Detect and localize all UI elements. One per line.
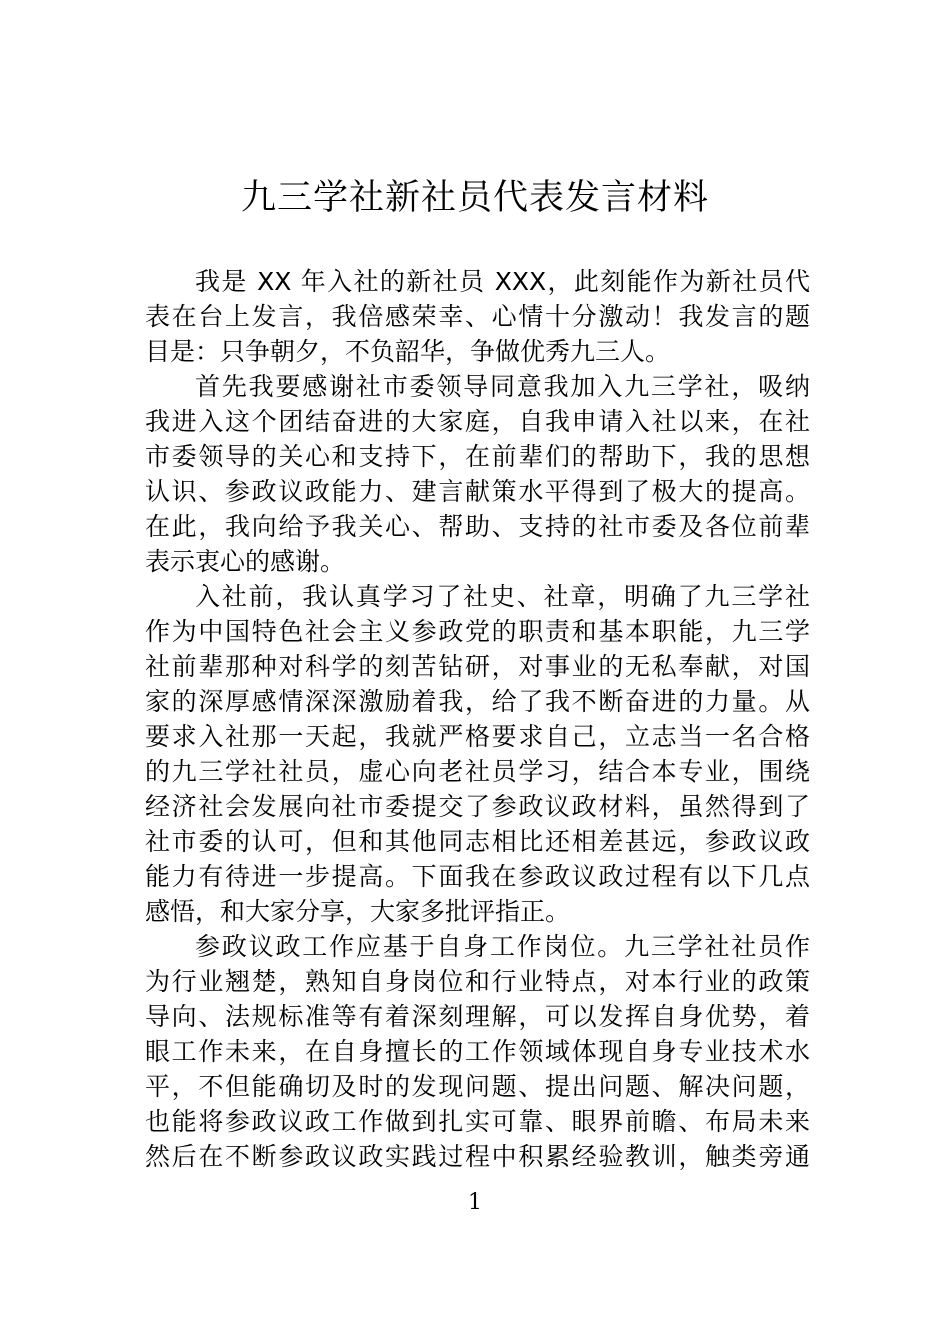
body-line: 入社前，我认真学习了社史、社章，明确了九三学社 [195, 582, 810, 611]
body-line: 社前辈那种对科学的刻苦钻研，对事业的无私奉献，对国 [145, 652, 810, 681]
body-line: 导向、法规标准等有着深刻理解，可以发挥自身优势，着 [145, 1002, 810, 1031]
body-line: 平，不但能确切及时的发现问题、提出问题、解决问题， [145, 1072, 810, 1101]
body-line: 然后在不断参政议政实践过程中积累经验教训，触类旁通 [145, 1142, 810, 1171]
body-line: 表示衷心的感谢。 [145, 547, 346, 576]
page-number: 1 [468, 1190, 482, 1215]
body-line: 首先我要感谢社市委领导同意我加入九三学社，吸纳 [195, 372, 810, 401]
body-line: 家的深厚感情深深激励着我，给了我不断奋进的力量。从 [145, 687, 810, 716]
body-line: 眼工作未来，在自身擅长的工作领域体现自身专业技术水 [145, 1037, 810, 1066]
body-line: 我进入这个团结奋进的大家庭，自我申请入社以来，在社 [145, 407, 810, 436]
body-line: 认识、参政议政能力、建言献策水平得到了极大的提高。 [145, 477, 810, 506]
body-line: 要求入社那一天起，我就严格要求自己，立志当一名合格 [145, 722, 810, 751]
document-body [145, 264, 810, 1174]
body-line: 也能将参政议政工作做到扎实可靠、眼界前瞻、布局未来 [145, 1107, 810, 1136]
body-line: 感悟，和大家分享，大家多批评指正。 [145, 897, 571, 926]
body-line: 为行业翘楚，熟知自身岗位和行业特点，对本行业的政策 [145, 967, 810, 996]
body-line: 目是：只争朝夕，不负韶华，争做优秀九三人。 [145, 337, 671, 366]
body-line: 能力有待进一步提高。下面我在参政议政过程有以下几点 [145, 862, 810, 891]
body-line: 市委领导的关心和支持下，在前辈们的帮助下，我的思想 [145, 442, 810, 471]
body-line: 经济社会发展向社市委提交了参政议政材料，虽然得到了 [145, 792, 810, 821]
body-line: 在此，我向给予我关心、帮助、支持的社市委及各位前辈 [145, 512, 810, 541]
body-line: 参政议政工作应基于自身工作岗位。九三学社社员作 [195, 932, 810, 961]
document-title: 九三学社新社员代表发言材料 [240, 178, 709, 218]
body-line: 作为中国特色社会主义参政党的职责和基本职能，九三学 [145, 617, 810, 646]
body-line: 表在台上发言，我倍感荣幸、心情十分激动！我发言的题 [145, 302, 810, 331]
body-line: 的九三学社社员，虚心向老社员学习，结合本专业，围绕 [145, 757, 810, 786]
body-line: 社市委的认可，但和其他同志相比还相差甚远，参政议政 [145, 827, 810, 856]
body-line: 我是 XX 年入社的新社员 XXX，此刻能作为新社员代 [195, 267, 810, 296]
